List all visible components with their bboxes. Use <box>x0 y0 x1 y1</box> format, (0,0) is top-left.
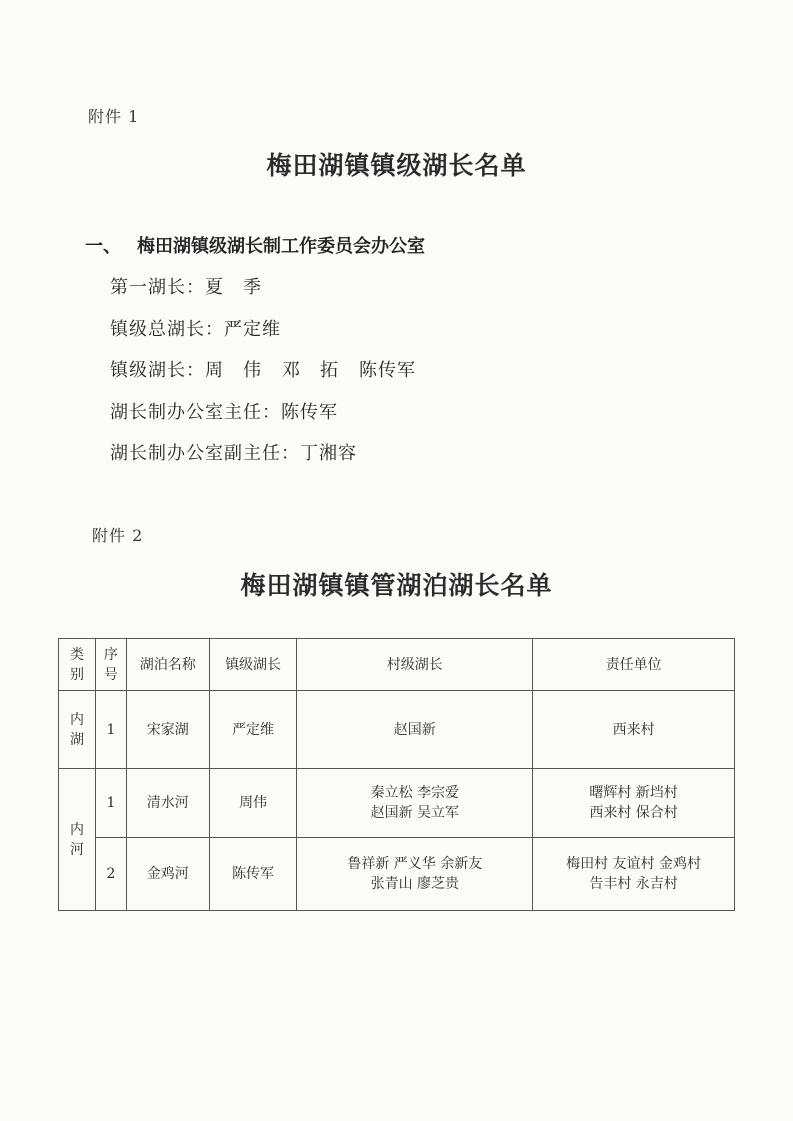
village-chief-cell: 秦立松 李宗爱 赵国新 吴立军 <box>297 769 533 838</box>
lake-name-cell: 金鸡河 <box>126 838 209 911</box>
header-lake-name: 湖泊名称 <box>126 639 209 691</box>
header-seq: 序号 <box>95 639 126 691</box>
role-line <box>110 398 338 424</box>
section-title: 梅田湖镇级湖长制工作委员会办公室 <box>137 236 425 257</box>
category-cell: 内湖 <box>59 691 96 769</box>
seq-cell: 1 <box>95 769 126 838</box>
section-number: 一、 <box>85 236 121 257</box>
category-cell: 内河 <box>59 769 96 911</box>
person-name: 邓 拓 <box>282 360 339 381</box>
unit-cell: 梅田村 友谊村 金鸡村 告丰村 永吉村 <box>533 838 735 911</box>
attachment-1-label: 附件 1 <box>88 107 140 126</box>
role-line <box>110 273 262 299</box>
header-unit: 责任单位 <box>533 639 735 691</box>
person-name: 陈传军 <box>281 402 338 423</box>
table-header-row <box>59 639 735 691</box>
lake-chief-table <box>58 638 735 911</box>
village-chief-cell: 鲁祥新 严义华 余新友 张青山 廖芝贵 <box>297 838 533 911</box>
town-chief-cell: 陈传军 <box>209 838 297 911</box>
person-name: 丁湘容 <box>300 443 357 464</box>
attachment-2-label: 附件 2 <box>92 526 144 545</box>
town-chief-cell: 严定维 <box>209 691 297 769</box>
role-label: 湖长制办公室主任： <box>110 402 281 423</box>
table-row <box>59 838 735 911</box>
person-name: 严定维 <box>224 319 281 340</box>
header-category: 类别 <box>59 639 96 691</box>
village-chief-cell: 赵国新 <box>297 691 533 769</box>
unit-cell: 曙辉村 新垱村 西来村 保合村 <box>533 769 735 838</box>
header-town-chief: 镇级湖长 <box>209 639 297 691</box>
person-name: 陈传军 <box>359 360 416 381</box>
attachment-1-title: 梅田湖镇镇级湖长名单 <box>266 151 527 180</box>
header-village-chief: 村级湖长 <box>297 639 533 691</box>
seq-cell: 2 <box>95 838 126 911</box>
unit-cell: 西来村 <box>533 691 735 769</box>
lake-name-cell: 宋家湖 <box>126 691 209 769</box>
role-line <box>110 439 357 465</box>
role-label: 镇级总湖长： <box>110 319 224 340</box>
section-heading <box>85 232 425 258</box>
role-line <box>110 315 281 341</box>
seq-cell: 1 <box>95 691 126 769</box>
town-chief-cell: 周伟 <box>209 769 297 838</box>
role-label: 湖长制办公室副主任： <box>110 443 300 464</box>
person-name: 周 伟 <box>205 360 262 381</box>
table-row <box>59 691 735 769</box>
role-label: 镇级湖长： <box>110 360 205 381</box>
person-name: 夏 季 <box>205 277 262 298</box>
table-row <box>59 769 735 838</box>
attachment-2-title: 梅田湖镇镇管湖泊湖长名单 <box>240 571 553 600</box>
role-label: 第一湖长： <box>110 277 205 298</box>
role-line <box>110 356 416 382</box>
lake-name-cell: 清水河 <box>126 769 209 838</box>
